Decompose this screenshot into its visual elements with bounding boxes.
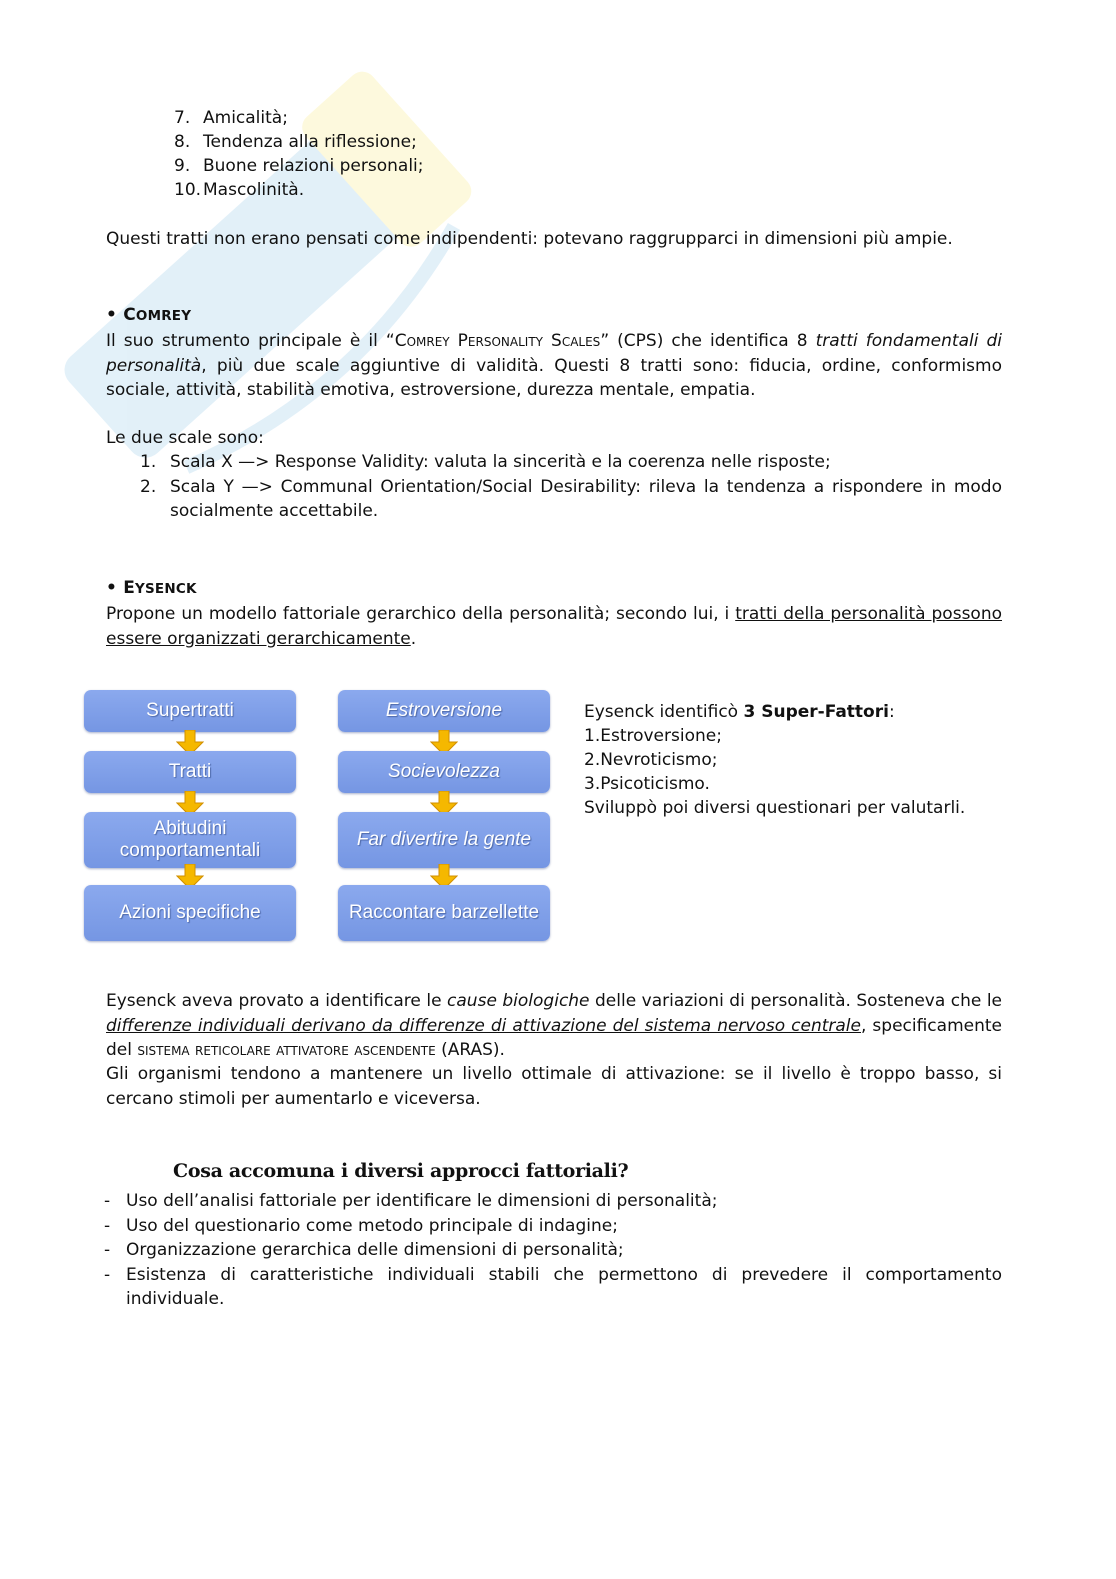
diagram-box: Socievolezza [338,751,550,793]
diagram-box: Supertratti [84,690,296,732]
list-item: 7. Amicalità; [174,108,288,128]
super-factors-note [584,700,965,820]
list-item: 3.Psicoticismo. [584,774,710,794]
scales-list [140,450,1002,524]
list-item: 2.Nevroticismo; [584,750,718,770]
diagram-box: Azioni specifiche [84,885,296,941]
list-item: - Esistenza di caratteristiche individuali stabili che permettono di prevedere il comportamento individuale. [104,1264,1002,1309]
traits-note: Questi tratti non erano pensati come indipendenti: potevano raggrupparci in dimensioni più ampie. [106,229,953,249]
list-item: - Uso dell’analisi fattoriale per identificare le dimensioni di personalità; [104,1191,718,1211]
diagram-box: Tratti [84,751,296,793]
cps-title: Comrey Personality Scales [394,331,601,351]
eysenck-paragraph: Propone un modello fattoriale gerarchico della personalità; secondo lui, i tratti della personalità possono essere organizzati gerarchicamente. [106,604,1002,649]
list-item: - Organizzazione gerarchica delle dimensioni di personalità; [104,1240,624,1260]
super-factors-end: Sviluppò poi diversi questionari per valutarli. [584,798,966,818]
diagram-box: Abitudini comportamentali [84,812,296,868]
diagram-box: Far divertire la gente [338,812,550,868]
list-item: 8. Tendenza alla riflessione; [174,132,417,152]
eysenck-heading: • EYSENCK [106,578,197,598]
common-list [104,1189,1002,1312]
list-item: - Uso del questionario come metodo principale di indagine; [104,1215,618,1236]
biological-causes-paragraph: Eysenck aveva provato a identificare le cause biologiche delle variazioni di personalità. Sosteneva che le differenze individuali derivano da differenze di attivazione del sistema nervoso centrale, specificamente del sistema reticolare attivatore ascendente (ARAS). [106,991,1003,1060]
list-item: 1.Estroversione; [584,726,722,746]
scales-intro: Le due scale sono: [106,428,264,448]
activation-paragraph: Gli organismi tendono a mantenere un livello ottimale di attivazione: se il livello è troppo basso, si cercano stimoli per aumentarlo e viceversa. [106,1064,1002,1109]
comrey-heading: • COMREY [106,305,192,325]
diagram-box: Estroversione [338,690,550,732]
super-factors-intro: Eysenck identificò 3 Super-Fattori: [584,702,895,722]
hierarchy-diagram-levels [84,690,296,942]
list-item: 9. Buone relazioni personali; [174,156,424,176]
list-item: 2. Scala Y —> Communal Orientation/Social Desirability: rileva la tendenza a rispondere in modo socialmente accettabile. [140,476,1002,521]
list-item: 1. Scala X —> Response Validity: valuta la sincerità e la coerenza nelle risposte; [140,452,831,472]
traits-list [174,106,424,202]
diagram-box: Raccontare barzellette [338,885,550,941]
hierarchy-diagram-example [338,690,550,942]
comrey-paragraph: Il suo strumento principale è il “Comrey Personality Scales” (CPS) che identifica 8 tratti fondamentali di personalità, più due scale aggiuntive di validità. Questi 8 tratti sono: fiducia, ordine, conformismo sociale, attività, stabilità emotiva, estroversione, durezza mentale, empatia. [106,331,1003,400]
list-item: 10. Mascolinità. [174,180,305,200]
section-heading: Cosa accomuna i diversi approcci fattoriali? [173,1160,629,1182]
